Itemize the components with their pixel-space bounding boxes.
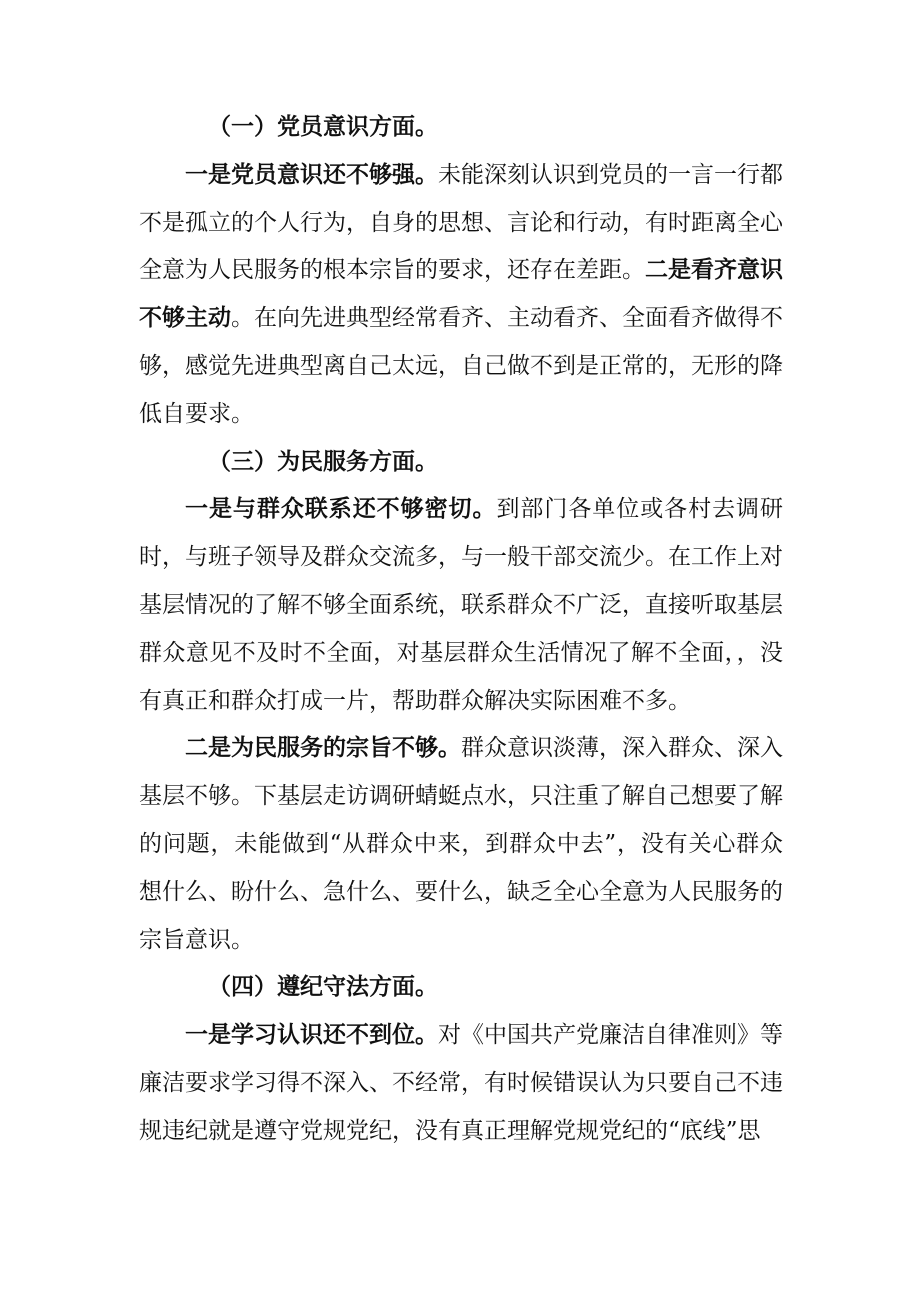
paragraph-text: 。在向先进典型经常看齐、主动看齐、全面看齐做得不够，感觉先进典型离自己太远，自己做不到是正常的，无形的降低自要求。 xyxy=(139,305,783,427)
lead-phrase: 二是看齐意识不够主动 xyxy=(139,257,783,332)
paragraph-party-awareness xyxy=(139,152,783,439)
document-body xyxy=(139,104,783,1156)
paragraph-service-purpose xyxy=(139,725,783,964)
paragraph-mass-contact xyxy=(139,486,783,725)
lead-phrase: 一是学习认识还不到位。 xyxy=(185,1022,438,1049)
paragraph-discipline-study xyxy=(139,1012,783,1155)
section-heading-party-awareness: （一）党员意识方面。 xyxy=(208,114,438,140)
paragraph-text: 对《中国共产党廉洁自律准则》等廉洁要求学习得不深入、不经常，有时候错误认为只要自己不违规违纪就是遵守党规党纪，没有真正理解党规党纪的“底线”思 xyxy=(139,1022,783,1144)
paragraph-text: 群众意识淡薄，深入群众、深入基层不够。下基层走访调研蜻蜓点水，只注重了解自己想要了解的问题，未能做到“从群众中来，到群众中去”，没有关心群众想什么、盼什么、急什么、要什么，缺乏全心全意为人民服务的宗旨意识。 xyxy=(139,735,783,953)
lead-phrase: 一是党员意识还不够强。 xyxy=(185,161,438,188)
lead-phrase: 二是为民服务的宗旨不够。 xyxy=(185,735,461,762)
section-heading-serving-people: （三）为民服务方面。 xyxy=(208,448,438,475)
lead-phrase: 一是与群众联系还不够密切。 xyxy=(185,496,497,523)
section-heading-discipline: （四）遵纪守法方面。 xyxy=(208,974,438,1001)
paragraph-text: 未能深刻认识到党员的一言一行都不是孤立的个人行为，自身的思想、言论和行动，有时距离全心全意为人民服务的根本宗旨的要求，还存在差距。 xyxy=(139,161,783,284)
paragraph-text: 到部门各单位或各村去调研时，与班子领导及群众交流多，与一般干部交流少。在工作上对基层情况的了解不够全面系统，联系群众不广泛，直接听取基层群众意见不及时不全面，对基层群众生活情况了解不全面，，没有真正和群众打成一片，帮助群众解决实际困难不多。 xyxy=(139,496,784,714)
